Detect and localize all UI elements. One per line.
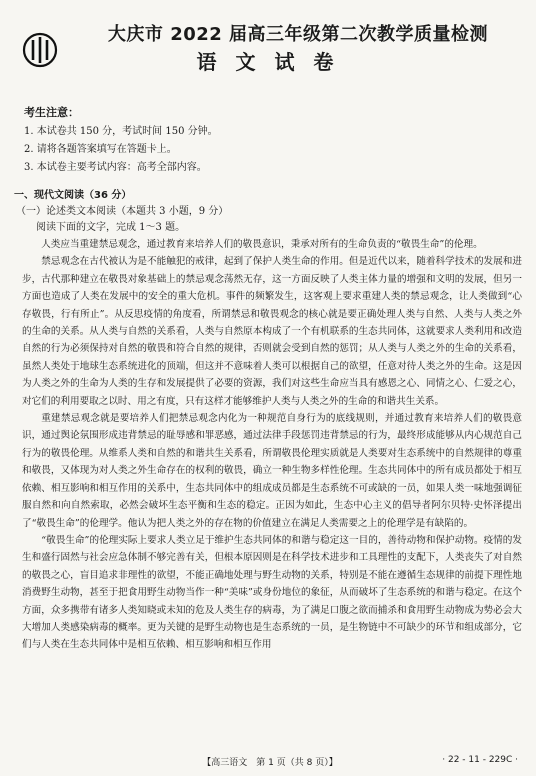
- page-number: 【高三语文 第 1 页（共 8 页）】: [202, 758, 338, 768]
- school-logo-icon: [22, 32, 58, 68]
- notice-item: 1. 本试卷共 150 分，考试时间 150 分钟。: [24, 126, 218, 137]
- reading-passage: [22, 236, 522, 654]
- notice-item: 3. 本试卷主要考试内容：高考全部内容。: [24, 162, 207, 173]
- notice-heading: 考生注意：: [24, 106, 79, 119]
- candidate-notice: [24, 104, 514, 177]
- section-title: 一、现代文阅读（36 分）: [14, 190, 132, 201]
- passage-paragraph: 禁忌观念在古代被认为是不能触犯的戒律，起到了保护人类生命的作用。但是近代以来，随着科学技术的发展和进步，古代那种建立在敬畏对象基础上的禁忌观念荡然无存，这一方面反映了人类主体力量的增强和文明的发展，但另一方面也造成了人类在发展中的安全的重大危机。事件的频繁发生，这客观上要求重建人类的禁忌观念，让人类做到“心存敬畏，行有所止”。从反思疫情的角度看，所谓禁忌和敬畏观念的核心就是要正确处理人类与自然、人类与人类之外的生命的关系。从人类与自然的关系看，人类与自然原本构成了一个有机联系的生态共同体，这就要求人类利用和改造自然的行为必须保持对自然的敬畏和符合自然的规律，否则就会受到自然的惩罚；从人类与人类之外的生命的关系看，虽然人类处于地球生态系统进化的顶端，但这并不意味着人类可以根据自己的欲望，任意对待人类之外的生命。这是因为人类之外的生命为人类的生存和发展提供了必要的资源，我们对这些生命应当具有感恩之心、同情之心、仁爱之心，对它们的利用要取之以时、用之有度，只有这样才能够维护人类与人类之外的生命的和谐共生关系。: [22, 256, 522, 407]
- exam-subtitle: 语 文 试 卷: [196, 50, 340, 74]
- notice-item: 2. 请将各题答案填写在答题卡上。: [24, 144, 177, 155]
- page-footer: [0, 752, 536, 772]
- exam-code: · 22 - 11 - 229C ·: [442, 755, 518, 765]
- passage-paragraph: 重建禁忌观念就是要培养人们把禁忌观念内化为一种规范自身行为的底线规则，并通过教育来培养人们的敬畏意识，通过舆论氛围形成违背禁忌的耻辱感和罪恶感，通过法律手段惩罚违背禁忌的行为，最终形成能够从内心规范自己行为的敬畏伦理。从维系人类和自然的和谐共生关系看，所谓敬畏伦理实质就是人类要对生态系统中的自然规律的尊重和敬畏，又体现为对人类之外生命存在的权利的敬畏，确立一种生物多样性伦理。生态共同体中的所有成员都处于相互依赖、相互影响和相互作用的关系中，生态共同体中的组成成员都是生态系统不可或缺的一员，如果人类一味地强调征服自然和向自然索取，必然会破坏生态平衡和生态的稳定。正因为如此，生态中心主义的倡导者阿尔贝特·史怀泽提出了“敬畏生命”的伦理学。他认为把人类之外的存在物的价值建立在满足人类需要之上的伦理学是有缺陷的。: [22, 413, 522, 529]
- section-instruction: 阅读下面的文字，完成 1～3 题。: [36, 222, 186, 233]
- passage-paragraph: 人类应当重建禁忌观念，通过教育来培养人们的敬畏意识，秉承对所有的生命负责的“敬畏生命”的伦理。: [41, 239, 483, 250]
- exam-title: 大庆市 2022 届高三年级第二次教学质量检测: [107, 24, 489, 45]
- passage-paragraph: “敬畏生命”的伦理实际上要求人类立足于维护生态共同体的和谐与稳定这一目的，善待动物和保护动物。疫情的发生和盛行固然与社会应急体制不够完善有关，但根本原因则是在科学技术进步和工具理性的支配下，人类丧失了对自然的敬畏之心，盲目追求非理性的欲望，不能正确地处理与野生动物的关系，特别是不能在遵循生态规律的前提下理性地消费野生动物，甚至于把食用野生动物当作一种“美味”或身份地位的象征，从而破坏了生态系统的和谐与稳定。在这个方面，众多携带有诸多人类知晓或未知的危及人类生存的病毒，为了满足口腹之欲而捕杀和食用野生动物成为势必会大大增加人类感染病毒的概率。更为关键的是野生动物也是生态系统的一员，是生物链中不可缺少的环节和组成部分，它们与人类在生态共同体中是相互依赖、相互影响和相互作用: [22, 534, 522, 651]
- section-subtitle: （一）论述类文本阅读（本题共 3 小题，9 分）: [16, 206, 229, 217]
- section-header: [14, 188, 524, 236]
